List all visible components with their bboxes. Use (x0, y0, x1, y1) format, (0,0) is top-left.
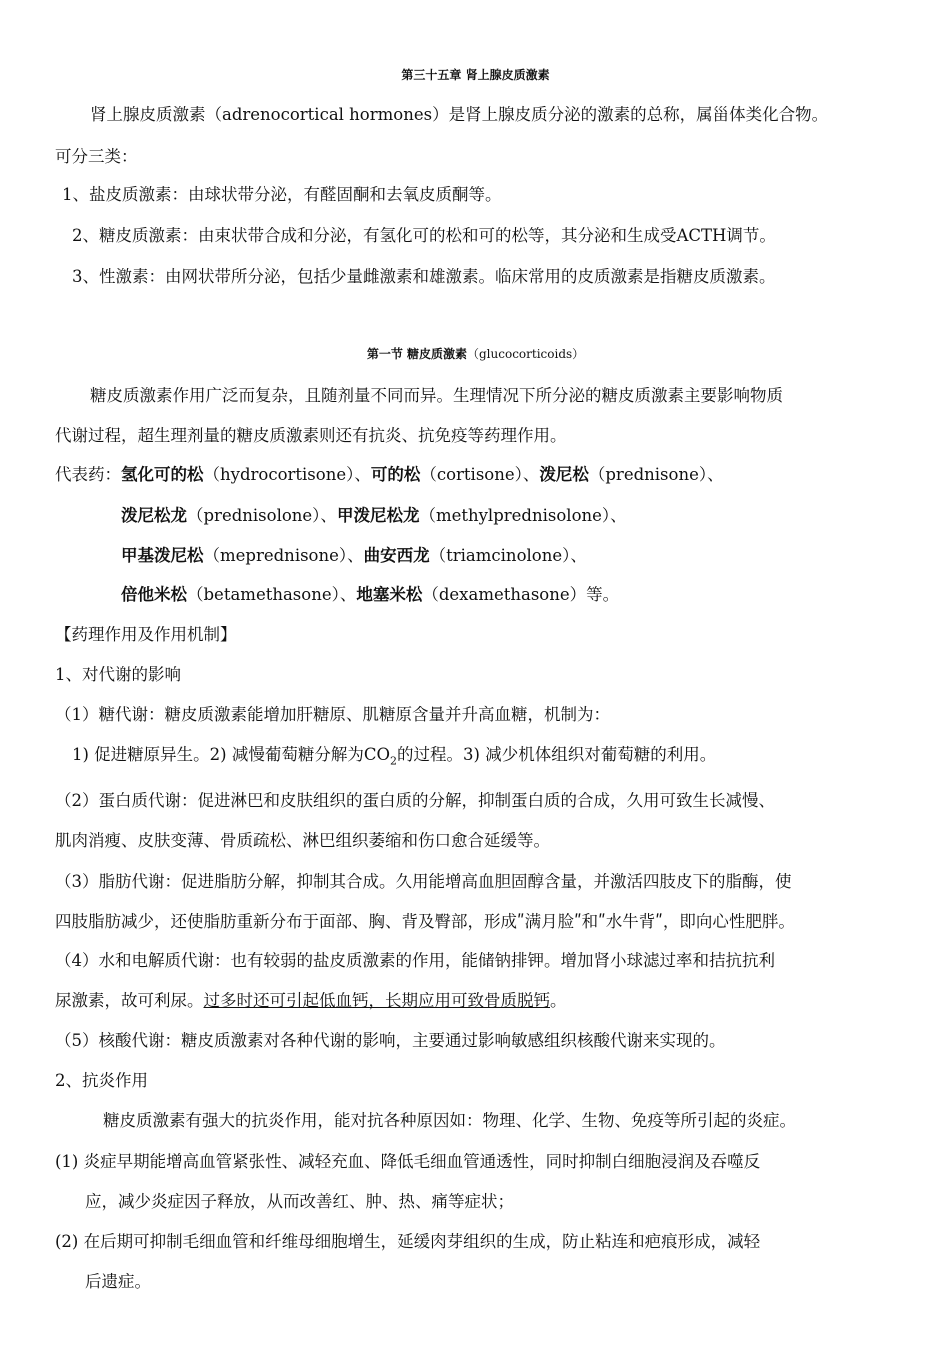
drug-line-2 (121, 505, 627, 527)
anti-inflammatory-intro: 糖皮质激素有强大的抗炎作用，能对抗各种原因如：物理、化学、生物、免疫等所引起的炎症。 (103, 1111, 796, 1130)
chapter-title: 第三十五章 肾上腺皮质激素 (401, 68, 550, 82)
section-title-zh: 第一节 糖皮质激素 (366, 347, 467, 361)
drug-en: （prednisone）、 (588, 465, 724, 484)
drug-en: （prednisolone）、 (187, 506, 337, 525)
drug-name: 氢化可的松 (121, 465, 204, 484)
water-line-2-underlined: 过多时还可引起低血钙，长期应用可致骨质脱钙 (203, 991, 550, 1010)
drug-line-3 (121, 545, 587, 567)
intro-item-3: 3、性激素：由网状带所分泌，包括少量雌激素和雄激素。临床常用的皮质激素是指糖皮质激素。 (72, 267, 776, 286)
co2-subscript: 2 (390, 754, 398, 768)
section-title (0, 343, 951, 365)
drug-en: （methylprednisolone）、 (419, 506, 627, 525)
drug-en: （dexamethasone）等。 (422, 585, 620, 604)
sugar-line-1: （1）糖代谢：糖皮质激素能增加肝糖原、肌糖原含量并升高血糖，机制为： (55, 705, 610, 724)
drug-name: 泼尼松龙 (121, 506, 187, 525)
anti-inflammatory-heading: 2、抗炎作用 (55, 1071, 148, 1090)
protein-line-2: 肌肉消瘦、皮肤变薄、骨质疏松、淋巴组织萎缩和伤口愈合延缓等。 (55, 831, 550, 850)
intro-item-2: 2、糖皮质激素：由束状带合成和分泌，有氢化可的松和可的松等，其分泌和生成受ACTH调节。 (72, 226, 776, 245)
anti-item-1-line-2: 应，减少炎症因子释放，从而改善红、肿、热、痛等症状； (85, 1192, 514, 1211)
water-line-2-b: 。 (550, 991, 567, 1010)
drug-name: 甲泼尼松龙 (336, 506, 420, 525)
drug-en: （betamethasone）、 (187, 585, 357, 604)
section-para-line-2: 代谢过程，超生理剂量的糖皮质激素则还有抗炎、抗免疫等药理作用。 (55, 426, 567, 445)
metabolism-heading: 1、对代谢的影响 (55, 665, 181, 684)
anti-item-2-line-2: 后遗症。 (85, 1272, 151, 1291)
nucleic-line: （5）核酸代谢：糖皮质激素对各种代谢的影响，主要通过影响敏感组织核酸代谢来实现的。 (55, 1031, 726, 1050)
drug-line-1 (55, 464, 724, 486)
section-para-line-1: 糖皮质激素作用广泛而复杂，且随剂量不同而异。生理情况下所分泌的糖皮质激素主要影响物质 (90, 386, 783, 405)
drug-en: （meprednisone）、 (203, 546, 364, 565)
water-line-2 (55, 990, 567, 1012)
intro-line-1: 肾上腺皮质激素（adrenocortical hormones）是肾上腺皮质分泌的激素的总称，属甾体类化合物。 (90, 105, 829, 124)
drug-name: 甲基泼尼松 (121, 546, 204, 565)
pharm-heading: 【药理作用及作用机制】 (55, 625, 237, 644)
anti-item-1-line-1: (1) 炎症早期能增高血管紧张性、减轻充血、降低毛细血管通透性，同时抑制白细胞浸润及吞噬反 (55, 1152, 761, 1171)
section-title-en: （glucocorticoids） (467, 347, 585, 361)
intro-item-1: 1、盐皮质激素：由球状带分泌，有醛固酮和去氧皮质酮等。 (62, 185, 502, 204)
water-line-1: （4）水和电解质代谢：也有较弱的盐皮质激素的作用，能储钠排钾。增加肾小球滤过率和拮抗抗利 (55, 951, 775, 970)
fat-line-2: 四肢脂肪减少，还使脂肪重新分布于面部、胸、背及臀部，形成ʺ满月脸ʺ和ʺ水牛背ʺ，即向心性肥胖。 (55, 912, 795, 931)
sugar-line-2 (72, 744, 716, 766)
water-line-2-a: 尿激素，故可利尿。 (55, 991, 204, 1010)
anti-item-2-line-1: (2) 在后期可抑制毛细血管和纤维母细胞增生，延缓肉芽组织的生成，防止粘连和疤痕形成，减轻 (55, 1232, 761, 1251)
drug-en: （triamcinolone）、 (429, 546, 587, 565)
protein-line-1: （2）蛋白质代谢：促进淋巴和皮肤组织的蛋白质的分解，抑制蛋白质的合成，久用可致生长减慢、 (55, 791, 775, 810)
drug-name: 泼尼松 (539, 465, 589, 484)
drug-label: 代表药： (55, 465, 121, 484)
drug-name: 可的松 (370, 465, 421, 484)
drug-name: 地塞米松 (356, 585, 423, 604)
sugar-line-2-a: 1) 促进糖原异生。2) 减慢葡萄糖分解为CO (72, 745, 391, 764)
drug-en: （cortisone）、 (420, 465, 540, 484)
fat-line-1: （3）脂肪代谢：促进脂肪分解，抑制其合成。久用能增高血胆固醇含量，并激活四肢皮下的脂酶，使 (55, 872, 792, 891)
drug-line-4 (121, 584, 619, 606)
drug-en: （hydrocortisone）、 (203, 465, 371, 484)
drug-name: 曲安西龙 (363, 546, 430, 565)
drug-name: 倍他米松 (121, 585, 187, 604)
sugar-line-2-b: 的过程。3) 减少机体组织对葡萄糖的利用。 (397, 745, 717, 764)
intro-line-2: 可分三类： (55, 147, 138, 166)
